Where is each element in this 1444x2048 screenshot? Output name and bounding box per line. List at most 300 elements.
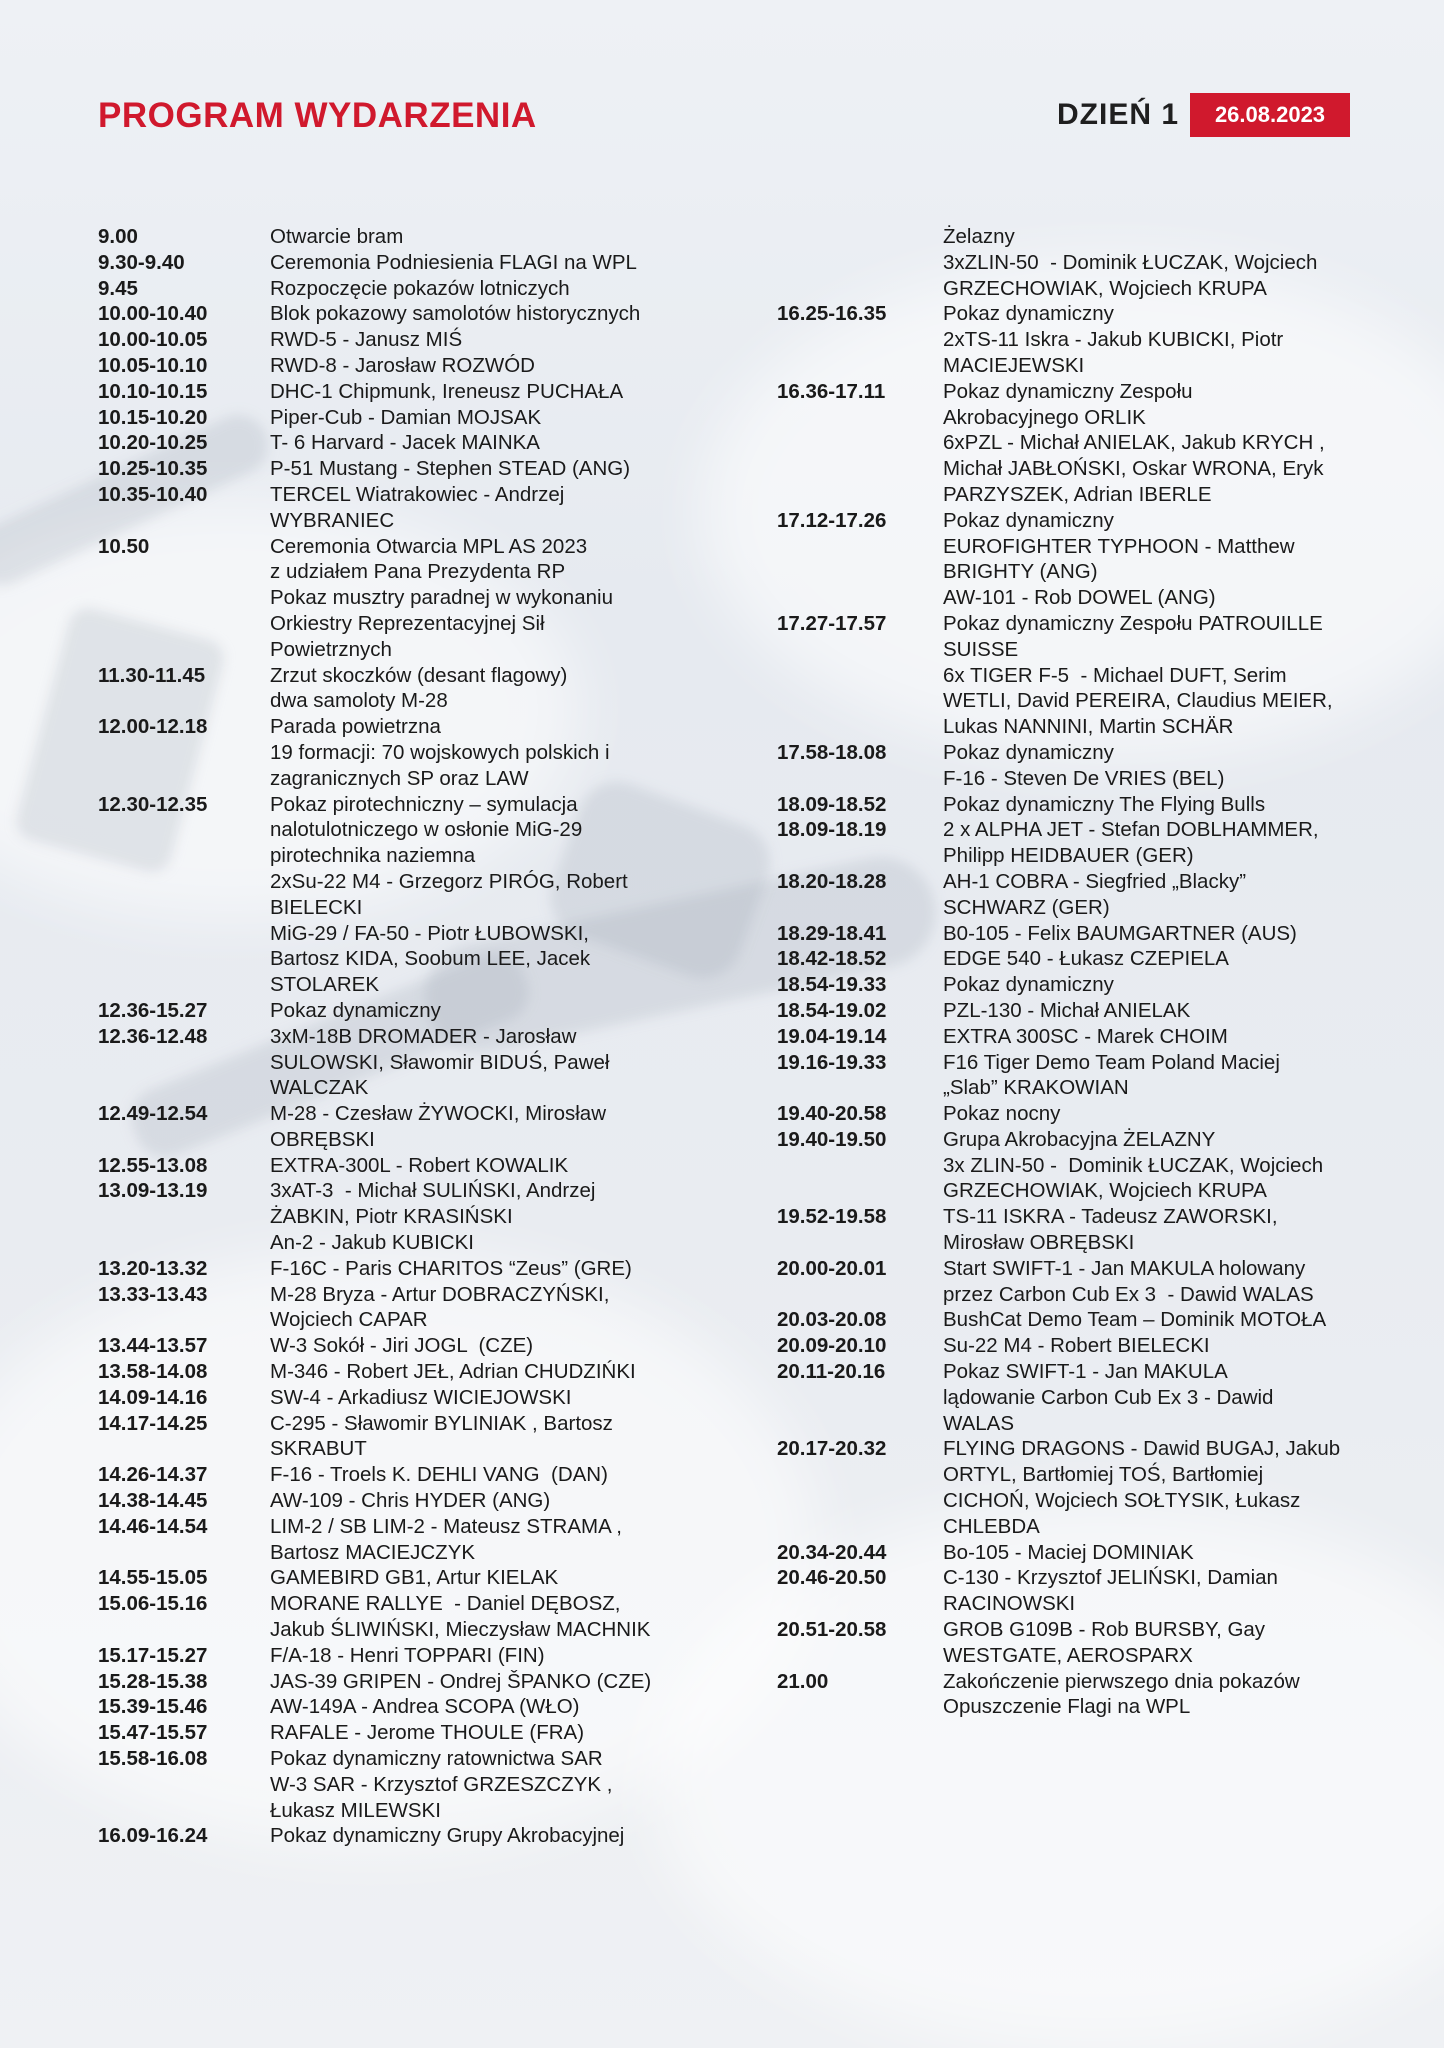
event-description-line: PARZYSZEK, Adrian IBERLE: [943, 482, 1212, 506]
event-description-line: B0-105 - Felix BAUMGARTNER (AUS): [943, 921, 1297, 945]
schedule-row: [98, 998, 698, 1024]
event-description-line: 3xAT-3 - Michał SULIŃSKI, Andrzej: [270, 1179, 596, 1203]
event-description: [270, 1720, 698, 1746]
event-description-line: GAMEBIRD GB1, Artur KIELAK: [270, 1566, 559, 1590]
event-description: [943, 1204, 1367, 1256]
schedule-row: [777, 869, 1367, 921]
event-description-line: Bartosz KIDA, Soobum LEE, Jacek: [270, 947, 591, 971]
event-description: [270, 1385, 698, 1411]
schedule-row: [98, 224, 698, 250]
schedule-row: [777, 1204, 1367, 1256]
event-description: [270, 1823, 698, 1849]
event-description-line: RWD-5 - Janusz MIŚ: [270, 328, 463, 352]
event-description: [943, 740, 1367, 792]
event-description-line: SUISSE: [943, 637, 1019, 661]
schedule-row: [98, 1462, 698, 1488]
schedule-row: [777, 1617, 1367, 1669]
event-description-line: SKRABUT: [270, 1437, 367, 1461]
event-time: 13.20-13.32: [98, 1256, 208, 1280]
schedule-row: [777, 1436, 1367, 1539]
event-description-line: ORTYL, Bartłomiej TOŚ, Bartłomiej: [943, 1463, 1264, 1487]
event-time: 20.09-20.10: [777, 1334, 887, 1358]
event-description-line: Pokaz dynamiczny Zespołu PATROUILLE: [943, 611, 1323, 635]
schedule-row: [98, 1823, 698, 1849]
event-time: 14.38-14.45: [98, 1489, 208, 1513]
schedule-right-column: [777, 224, 1367, 1720]
schedule-row: [98, 1359, 698, 1385]
event-time: 15.06-15.16: [98, 1592, 208, 1616]
event-time: 10.00-10.40: [98, 302, 208, 326]
event-description: [943, 301, 1367, 378]
event-time: 15.28-15.38: [98, 1669, 208, 1693]
schedule-row: [777, 1024, 1367, 1050]
event-time: 18.09-18.19: [777, 818, 887, 842]
event-description: [270, 792, 698, 998]
event-description-line: 19 formacji: 70 wojskowych polskich i: [270, 740, 610, 764]
event-description: [943, 792, 1367, 818]
schedule-row: [777, 1333, 1367, 1359]
event-description-line: STOLAREK: [270, 973, 379, 997]
event-time: 15.47-15.57: [98, 1721, 208, 1745]
event-description-line: P-51 Mustang - Stephen STEAD (ANG): [270, 457, 631, 481]
event-description-line: BIELECKI: [270, 895, 363, 919]
schedule-row: [777, 1307, 1367, 1333]
event-description-line: CHLEBDA: [943, 1514, 1040, 1538]
schedule-row: [98, 1720, 698, 1746]
event-description-line: MACIEJEWSKI: [943, 353, 1085, 377]
event-description: [943, 508, 1367, 611]
event-description-line: C-295 - Sławomir BYLINIAK , Bartosz: [270, 1411, 613, 1435]
schedule-row: [98, 792, 698, 998]
event-time: 15.39-15.46: [98, 1695, 208, 1719]
event-description-line: M-28 - Czesław ŻYWOCKI, Mirosław: [270, 1102, 607, 1126]
event-description-line: Ceremonia Otwarcia MPL AS 2023: [270, 534, 588, 558]
event-description-line: Pokaz nocny: [943, 1102, 1061, 1126]
event-description-line: F16 Tiger Demo Team Poland Maciej: [943, 1050, 1280, 1074]
schedule-row: [777, 1540, 1367, 1566]
event-description-line: Bartosz MACIEJCZYK: [270, 1540, 476, 1564]
event-description-line: Parada powietrzna: [270, 715, 441, 739]
event-description-line: Piper-Cub - Damian MOJSAK: [270, 405, 542, 429]
event-time: 19.16-19.33: [777, 1050, 887, 1074]
event-description-line: Pokaz musztry paradnej w wykonaniu: [270, 586, 613, 610]
event-time: 15.17-15.27: [98, 1643, 208, 1667]
event-description: [943, 1565, 1367, 1617]
event-description: [270, 1178, 698, 1255]
event-description-line: WALCZAK: [270, 1076, 369, 1100]
event-description-line: Pokaz dynamiczny: [943, 973, 1114, 997]
event-description-line: BushCat Demo Team – Dominik MOTOŁA: [943, 1308, 1327, 1332]
event-time: 18.54-19.02: [777, 998, 887, 1022]
event-time: 18.09-18.52: [777, 792, 887, 816]
event-description: [270, 1643, 698, 1669]
schedule-row: [98, 1565, 698, 1591]
event-description-line: z udziałem Pana Prezydenta RP: [270, 560, 566, 584]
schedule-row: [98, 1178, 698, 1255]
event-description-line: Zakończenie pierwszego dnia pokazów: [943, 1669, 1300, 1693]
event-description: [270, 1153, 698, 1179]
event-description-line: AH-1 COBRA - Siegfried „Blacky”: [943, 869, 1247, 893]
event-description: [270, 224, 698, 250]
event-description-line: Start SWIFT-1 - Jan MAKULA holowany: [943, 1256, 1306, 1280]
schedule-row: [777, 508, 1367, 611]
event-description-line: MORANE RALLYE - Daniel DĘBOSZ,: [270, 1592, 621, 1616]
schedule-row: [98, 327, 698, 353]
event-description-line: F-16 - Troels K. DEHLI VANG (DAN): [270, 1463, 608, 1487]
event-time: 10.05-10.10: [98, 353, 208, 377]
event-time: 12.55-13.08: [98, 1153, 208, 1177]
event-description-line: EXTRA-300L - Robert KOWALIK: [270, 1153, 569, 1177]
event-description-line: W-3 SAR - Krzysztof GRZESZCZYK ,: [270, 1772, 613, 1796]
event-description-line: Pokaz dynamiczny ratownictwa SAR: [270, 1747, 603, 1771]
event-time: 20.03-20.08: [777, 1308, 887, 1332]
schedule-row: [98, 1411, 698, 1463]
event-description-line: RWD-8 - Jarosław ROZWÓD: [270, 353, 535, 377]
event-description-line: LIM-2 / SB LIM-2 - Mateusz STRAMA ,: [270, 1514, 623, 1538]
event-time: 11.30-11.45: [98, 663, 206, 687]
event-description: [270, 327, 698, 353]
schedule-row: [777, 817, 1367, 869]
event-description: [943, 921, 1367, 947]
event-time: 10.25-10.35: [98, 457, 208, 481]
schedule-row: [98, 276, 698, 302]
event-time: 19.40-20.58: [777, 1102, 887, 1126]
event-time: 20.17-20.32: [777, 1437, 887, 1461]
schedule-row: [98, 1591, 698, 1643]
event-description-line: 2 x ALPHA JET - Stefan DOBLHAMMER,: [943, 818, 1319, 842]
event-time: 18.42-18.52: [777, 947, 887, 971]
event-time: 13.09-13.19: [98, 1179, 208, 1203]
event-description: [270, 1333, 698, 1359]
schedule-row: [777, 1565, 1367, 1617]
event-time: 18.54-19.33: [777, 973, 887, 997]
event-description: [943, 1333, 1367, 1359]
event-description-line: Ceremonia Podniesienia FLAGI na WPL: [270, 250, 637, 274]
event-description-line: WESTGATE, AEROSPARX: [943, 1643, 1193, 1667]
event-description-line: Orkiestry Reprezentacyjnej Sił: [270, 611, 545, 635]
schedule-row: [98, 379, 698, 405]
event-time: 12.00-12.18: [98, 715, 208, 739]
event-time: [777, 224, 943, 301]
event-description-line: SW-4 - Arkadiusz WICIEJOWSKI: [270, 1385, 572, 1409]
event-time: 17.58-18.08: [777, 740, 887, 764]
event-time: 19.52-19.58: [777, 1205, 887, 1229]
schedule-row: [98, 1333, 698, 1359]
schedule-row: [777, 972, 1367, 998]
event-description-line: 6xPZL - Michał ANIELAK, Jakub KRYCH ,: [943, 431, 1325, 455]
event-description-line: JAS-39 GRIPEN - Ondrej ŠPANKO (CZE): [270, 1669, 652, 1693]
event-time: 9.45: [98, 276, 138, 300]
event-description-line: Rozpoczęcie pokazów lotniczych: [270, 276, 570, 300]
event-description-line: Su-22 M4 - Robert BIELECKI: [943, 1334, 1210, 1358]
event-description: [943, 1617, 1367, 1669]
event-description-line: Grupa Akrobacyjna ŻELAZNY: [943, 1127, 1216, 1151]
event-description-line: M-346 - Robert JEŁ, Adrian CHUDZIŃKI: [270, 1360, 636, 1384]
event-description-line: AW-109 - Chris HYDER (ANG): [270, 1489, 551, 1513]
schedule-row: [777, 946, 1367, 972]
event-description-line: Pokaz dynamiczny The Flying Bulls: [943, 792, 1266, 816]
event-time: 20.46-20.50: [777, 1566, 887, 1590]
event-description: [943, 998, 1367, 1024]
event-time: 10.15-10.20: [98, 405, 208, 429]
event-description: [270, 276, 698, 302]
event-description-line: SULOWSKI, Sławomir BIDUŚ, Paweł: [270, 1050, 610, 1074]
event-time: 17.27-17.57: [777, 611, 887, 635]
event-time: 14.17-14.25: [98, 1411, 208, 1435]
event-description: [943, 224, 1367, 301]
event-description-line: GRZECHOWIAK, Wojciech KRUPA: [943, 1179, 1267, 1203]
schedule-row: [777, 611, 1367, 740]
event-description-line: OBRĘBSKI: [270, 1127, 375, 1151]
schedule-row: [777, 740, 1367, 792]
event-time: 14.55-15.05: [98, 1566, 208, 1590]
schedule-row: [98, 301, 698, 327]
schedule-row: [98, 1514, 698, 1566]
event-description-line: BRIGHTY (ANG): [943, 560, 1098, 584]
event-description-line: 3x ZLIN-50 - Dominik ŁUCZAK, Wojciech: [943, 1153, 1324, 1177]
event-time: 15.58-16.08: [98, 1747, 208, 1771]
event-description: [270, 998, 698, 1024]
event-description-line: Otwarcie bram: [270, 225, 404, 248]
schedule-row: [777, 1050, 1367, 1102]
event-description: [943, 1540, 1367, 1566]
event-description-line: 2xSu-22 M4 - Grzegorz PIRÓG, Robert: [270, 869, 628, 893]
event-description-line: ŻABKIN, Piotr KRASIŃSKI: [270, 1205, 513, 1229]
event-description-line: „Slab” KRAKOWIAN: [943, 1076, 1129, 1100]
schedule-row: [98, 405, 698, 431]
event-description: [943, 1101, 1367, 1127]
schedule-row: [777, 998, 1367, 1024]
event-description: [270, 379, 698, 405]
event-description-line: Żelazny: [943, 225, 1015, 248]
event-description: [270, 1101, 698, 1153]
event-description: [270, 1411, 698, 1463]
event-description: [270, 1282, 698, 1334]
event-description-line: T- 6 Harvard - Jacek MAINKA: [270, 431, 540, 455]
event-time: 12.36-12.48: [98, 1024, 208, 1048]
event-time: 10.20-10.25: [98, 431, 208, 455]
event-description-line: CICHOŃ, Wojciech SOŁTYSIK, Łukasz: [943, 1489, 1301, 1513]
event-description-line: Michał JABŁOŃSKI, Oskar WRONA, Eryk: [943, 457, 1324, 481]
schedule-row: [98, 430, 698, 456]
event-description-line: 6x TIGER F-5 - Michael DUFT, Serim: [943, 663, 1287, 687]
schedule-row: [777, 1359, 1367, 1436]
event-description-line: Akrobacyjnego ORLIK: [943, 405, 1146, 429]
schedule-row: [98, 250, 698, 276]
event-description: [270, 353, 698, 379]
page-title: PROGRAM WYDARZENIA: [98, 96, 537, 135]
event-description-line: AW-149A - Andrea SCOPA (WŁO): [270, 1695, 580, 1719]
schedule-left-column: [98, 224, 698, 1849]
event-description-line: Łukasz MILEWSKI: [270, 1798, 441, 1822]
event-description: [270, 1514, 698, 1566]
event-description: [943, 946, 1367, 972]
event-description-line: Mirosław OBRĘBSKI: [943, 1231, 1135, 1255]
event-description: [943, 869, 1367, 921]
event-time: 17.12-17.26: [777, 508, 887, 532]
event-description: [270, 482, 698, 534]
event-description: [270, 1565, 698, 1591]
schedule-row: [98, 534, 698, 663]
event-description: [270, 1746, 698, 1823]
event-description-line: lądowanie Carbon Cub Ex 3 - Dawid: [943, 1385, 1274, 1409]
event-description-line: RACINOWSKI: [943, 1592, 1076, 1616]
event-time: 21.00: [777, 1669, 829, 1693]
event-time: 12.49-12.54: [98, 1102, 208, 1126]
schedule-row: [777, 1101, 1367, 1127]
event-description-line: Pokaz dynamiczny: [943, 740, 1114, 764]
event-description-line: Pokaz dynamiczny: [943, 302, 1114, 326]
event-description-line: M-28 Bryza - Artur DOBRACZYŃSKI,: [270, 1282, 610, 1306]
event-description: [943, 1669, 1367, 1721]
event-time: 12.30-12.35: [98, 792, 208, 816]
event-description-line: pirotechnika naziemna: [270, 844, 476, 868]
event-description-line: WYBRANIEC: [270, 508, 395, 532]
event-description-line: Lukas NANNINI, Martin SCHÄR: [943, 715, 1234, 739]
schedule-row: [98, 1694, 698, 1720]
event-description-line: zagranicznych SP oraz LAW: [270, 766, 529, 790]
event-description: [270, 301, 698, 327]
event-description-line: nalotulotniczego w osłonie MiG-29: [270, 818, 583, 842]
event-description-line: C-130 - Krzysztof JELIŃSKI, Damian: [943, 1566, 1278, 1590]
event-description: [943, 1256, 1367, 1308]
event-description-line: An-2 - Jakub KUBICKI: [270, 1231, 474, 1255]
event-description-line: Pokaz dynamiczny Zespołu: [943, 379, 1193, 403]
event-description-line: EUROFIGHTER TYPHOON - Matthew: [943, 534, 1295, 558]
event-description-line: PZL-130 - Michał ANIELAK: [943, 998, 1191, 1022]
event-time: 16.25-16.35: [777, 302, 887, 326]
schedule-row: [777, 379, 1367, 508]
event-description: [943, 1127, 1367, 1204]
event-description-line: przez Carbon Cub Ex 3 - Dawid WALAS: [943, 1282, 1314, 1306]
event-description: [270, 250, 698, 276]
schedule-row: [98, 663, 698, 715]
schedule-row: [98, 1385, 698, 1411]
schedule-row: [98, 1669, 698, 1695]
schedule-row: [98, 456, 698, 482]
schedule-row: [98, 1153, 698, 1179]
event-time: 20.00-20.01: [777, 1256, 887, 1280]
event-time: 19.40-19.50: [777, 1127, 887, 1151]
event-description-line: 2xTS-11 Iskra - Jakub KUBICKI, Piotr: [943, 328, 1284, 352]
schedule-row: [98, 1643, 698, 1669]
schedule-row: [777, 1127, 1367, 1204]
event-time: 13.44-13.57: [98, 1334, 208, 1358]
schedule-row: [98, 482, 698, 534]
event-description-line: GRZECHOWIAK, Wojciech KRUPA: [943, 276, 1267, 300]
event-time: 9.30-9.40: [98, 250, 185, 274]
event-time: 13.58-14.08: [98, 1360, 208, 1384]
event-description: [270, 456, 698, 482]
event-description: [270, 534, 698, 663]
event-description-line: dwa samoloty M-28: [270, 689, 448, 713]
event-description: [270, 1694, 698, 1720]
schedule-row: [98, 1282, 698, 1334]
event-description-line: WETLI, David PEREIRA, Claudius MEIER,: [943, 689, 1333, 713]
event-description: [270, 663, 698, 715]
event-description: [270, 714, 698, 791]
event-time: 20.11-20.16: [777, 1360, 886, 1384]
event-time: 18.29-18.41: [777, 921, 887, 945]
event-description-line: Pokaz SWIFT-1 - Jan MAKULA: [943, 1360, 1228, 1384]
event-description-line: EXTRA 300SC - Marek CHOIM: [943, 1024, 1228, 1048]
event-description-line: FLYING DRAGONS - Dawid BUGAJ, Jakub: [943, 1437, 1341, 1461]
event-description-line: F-16C - Paris CHARITOS “Zeus” (GRE): [270, 1256, 632, 1280]
event-time: 13.33-13.43: [98, 1282, 208, 1306]
event-time: 14.26-14.37: [98, 1463, 208, 1487]
event-description: [943, 972, 1367, 998]
event-description: [943, 1050, 1367, 1102]
event-description: [270, 1669, 698, 1695]
event-description-line: Jakub ŚLIWIŃSKI, Mieczysław MACHNIK: [270, 1618, 651, 1642]
schedule-row: [98, 1101, 698, 1153]
event-description-line: DHC-1 Chipmunk, Ireneusz PUCHAŁA: [270, 379, 624, 403]
event-description-line: Pokaz dynamiczny Grupy Akrobacyjnej: [270, 1824, 625, 1848]
event-time: 10.00-10.05: [98, 328, 208, 352]
event-description-line: W-3 Sokół - Jiri JOGL (CZE): [270, 1334, 534, 1358]
event-description: [943, 379, 1367, 508]
event-time: 18.20-18.28: [777, 869, 887, 893]
event-description-line: MiG-29 / FA-50 - Piotr ŁUBOWSKI,: [270, 921, 589, 945]
event-description: [270, 430, 698, 456]
event-description-line: RAFALE - Jerome THOULE (FRA): [270, 1721, 585, 1745]
event-time: 16.09-16.24: [98, 1824, 208, 1848]
event-time: 20.51-20.58: [777, 1618, 887, 1642]
event-description-line: Wojciech CAPAR: [270, 1308, 428, 1332]
event-description: [270, 1256, 698, 1282]
event-time: 12.36-15.27: [98, 998, 208, 1022]
event-description: [270, 1488, 698, 1514]
event-description-line: F-16 - Steven De VRIES (BEL): [943, 766, 1225, 790]
event-description-line: Opuszczenie Flagi na WPL: [943, 1695, 1191, 1719]
event-description-line: Pokaz pirotechniczny – symulacja: [270, 792, 578, 816]
event-description-line: Powietrznych: [270, 637, 392, 661]
event-description-line: 3xM-18B DROMADER - Jarosław: [270, 1024, 577, 1048]
date-badge: 26.08.2023: [1190, 93, 1350, 137]
schedule-row: [777, 301, 1367, 378]
event-description-line: GROB G109B - Rob BURSBY, Gay: [943, 1618, 1266, 1642]
event-description: [943, 1359, 1367, 1436]
event-description: [943, 1307, 1367, 1333]
schedule-row: [98, 1256, 698, 1282]
event-description: [270, 405, 698, 431]
event-description-line: Philipp HEIDBAUER (GER): [943, 844, 1194, 868]
event-description: [270, 1359, 698, 1385]
event-description: [943, 817, 1367, 869]
event-description-line: Pokaz dynamiczny: [943, 508, 1114, 532]
event-description: [270, 1462, 698, 1488]
event-description: [270, 1024, 698, 1101]
event-description-line: WALAS: [943, 1411, 1015, 1435]
event-description: [270, 1591, 698, 1643]
event-time: 19.04-19.14: [777, 1024, 887, 1048]
schedule-row: [777, 224, 1367, 301]
event-description-line: TERCEL Wiatrakowiec - Andrzej: [270, 482, 565, 506]
event-description: [943, 1024, 1367, 1050]
event-description-line: SCHWARZ (GER): [943, 895, 1110, 919]
schedule-row: [98, 1488, 698, 1514]
event-time: 20.34-20.44: [777, 1540, 887, 1564]
event-time: 10.35-10.40: [98, 482, 208, 506]
event-description-line: EDGE 540 - Łukasz CZEPIELA: [943, 947, 1229, 971]
event-description-line: F/A-18 - Henri TOPPARI (FIN): [270, 1643, 545, 1667]
event-description-line: Zrzut skoczków (desant flagowy): [270, 663, 568, 687]
event-description-line: 3xZLIN-50 - Dominik ŁUCZAK, Wojciech: [943, 250, 1318, 274]
event-description: [943, 1436, 1367, 1539]
schedule-row: [98, 1746, 698, 1823]
event-description-line: TS-11 ISKRA - Tadeusz ZAWORSKI,: [943, 1205, 1278, 1229]
event-description-line: AW-101 - Rob DOWEL (ANG): [943, 586, 1216, 610]
